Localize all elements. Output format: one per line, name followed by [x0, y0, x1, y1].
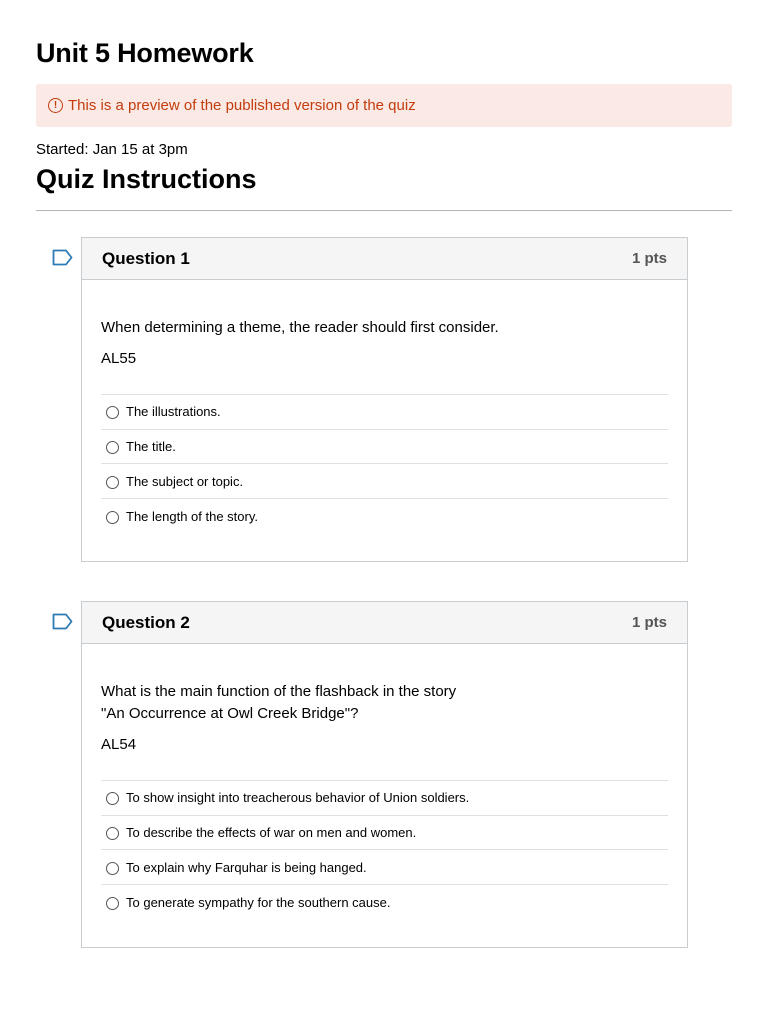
radio-button[interactable]	[106, 406, 119, 419]
answer-label: To explain why Farquhar is being hanged.	[126, 859, 367, 875]
radio-button[interactable]	[106, 862, 119, 875]
question-header	[82, 602, 687, 644]
page-title: Unit 5 Homework	[36, 38, 254, 68]
divider	[36, 210, 732, 211]
answer-option[interactable]	[101, 781, 668, 816]
warning-icon: !	[48, 98, 63, 113]
answer-option[interactable]	[101, 816, 668, 851]
answer-list	[101, 780, 668, 920]
answer-list	[101, 394, 668, 534]
question-header	[82, 238, 687, 280]
answer-option[interactable]	[101, 850, 668, 885]
question-code: AL55	[101, 350, 137, 367]
answer-option[interactable]	[101, 885, 668, 920]
quiz-instructions-heading: Quiz Instructions	[36, 164, 257, 194]
radio-button[interactable]	[106, 476, 119, 489]
question-text-line: What is the main function of the flashback in the story	[101, 683, 457, 700]
radio-button[interactable]	[106, 792, 119, 805]
question-points: 1 pts	[631, 250, 667, 267]
answer-option[interactable]	[101, 395, 668, 430]
answer-label: To show insight into treacherous behavior of Union soldiers.	[126, 790, 470, 806]
answer-option[interactable]	[101, 499, 668, 534]
answer-label: The illustrations.	[126, 404, 221, 420]
question-points: 1 pts	[631, 614, 667, 631]
question-card-1	[81, 237, 688, 562]
flag-question-2-icon[interactable]	[52, 613, 73, 630]
radio-button[interactable]	[106, 827, 119, 840]
answer-label: To describe the effects of war on men and women.	[126, 825, 417, 841]
radio-button[interactable]	[106, 511, 119, 524]
answer-label: The subject or topic.	[126, 473, 244, 489]
answer-label: To generate sympathy for the southern cause.	[126, 894, 391, 910]
answer-label: The title.	[126, 439, 176, 455]
question-text	[101, 317, 668, 339]
answer-option[interactable]	[101, 464, 668, 499]
flag-question-1-icon[interactable]	[52, 249, 73, 266]
question-title: Question 2	[102, 612, 190, 632]
answer-option[interactable]	[101, 430, 668, 465]
question-code: AL54	[101, 736, 137, 753]
radio-button[interactable]	[106, 441, 119, 454]
question-text	[101, 681, 668, 725]
preview-banner	[36, 84, 732, 127]
started-timestamp: Started: Jan 15 at 3pm	[36, 141, 188, 158]
question-text-line: "An Occurrence at Owl Creek Bridge"?	[101, 705, 359, 722]
question-title: Question 1	[102, 248, 190, 268]
radio-button[interactable]	[106, 897, 119, 910]
question-text-line: When determining a theme, the reader should first consider.	[101, 319, 499, 336]
preview-notice-text: This is a preview of the published version of the quiz	[68, 97, 416, 114]
question-card-2	[81, 601, 688, 948]
answer-label: The length of the story.	[126, 508, 258, 524]
